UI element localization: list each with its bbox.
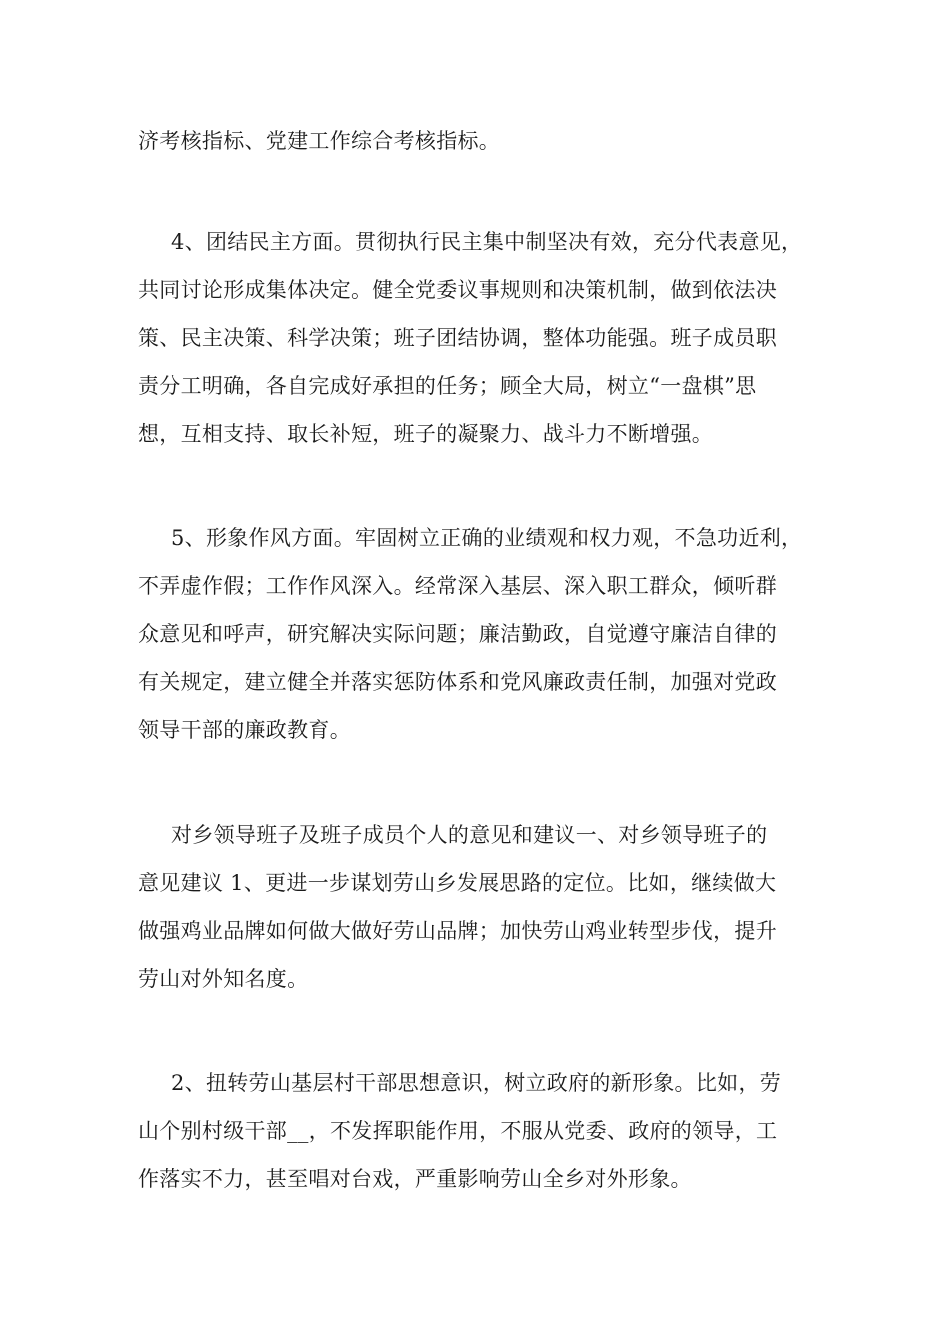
paragraph-continuation bbox=[138, 117, 818, 165]
text-line: 意见建议 1、更进一步谋划劳山乡发展思路的定位。比如，继续做大 bbox=[138, 871, 777, 895]
text-line: 5、形象作风方面。牢固树立正确的业绩观和权力观，不急功近利， bbox=[171, 526, 803, 550]
text-line: 作落实不力，甚至唱对台戏，严重影响劳山全乡对外形象。 bbox=[138, 1167, 692, 1191]
paragraph-opinions-1 bbox=[138, 811, 818, 1003]
text-line: 劳山对外知名度。 bbox=[138, 967, 309, 991]
text-line: 山个别村级干部__，不发挥职能作用，不服从党委、政府的领导，工 bbox=[138, 1119, 778, 1143]
text-line: 责分工明确，各自完成好承担的任务；顾全大局，树立“一盘棋”思 bbox=[138, 374, 757, 398]
text-line: 对乡领导班子及班子成员个人的意见和建议一、对乡领导班子的 bbox=[171, 823, 768, 847]
paragraph-image-style bbox=[138, 514, 818, 754]
text-line: 众意见和呼声，研究解决实际问题；廉洁勤政，自觉遵守廉洁自律的 bbox=[138, 622, 777, 646]
text-line: 不弄虚作假；工作作风深入。经常深入基层、深入职工群众，倾听群 bbox=[138, 574, 777, 598]
text-line: 济考核指标、党建工作综合考核指标。 bbox=[138, 129, 501, 153]
paragraph-unity-democracy bbox=[138, 218, 818, 458]
text-line: 有关规定，建立健全并落实惩防体系和党风廉政责任制，加强对党政 bbox=[138, 670, 777, 694]
text-line: 4、团结民主方面。贯彻执行民主集中制坚决有效，充分代表意见， bbox=[171, 230, 803, 254]
text-line: 领导干部的廉政教育。 bbox=[138, 718, 351, 742]
text-line: 想，互相支持、取长补短，班子的凝聚力、战斗力不断增强。 bbox=[138, 422, 714, 446]
text-line: 共同讨论形成集体决定。健全党委议事规则和决策机制，做到依法决 bbox=[138, 278, 777, 302]
text-line: 2、扭转劳山基层村干部思想意识，树立政府的新形象。比如，劳 bbox=[171, 1071, 782, 1095]
paragraph-opinions-2 bbox=[138, 1059, 818, 1203]
text-line: 策、民主决策、科学决策；班子团结协调，整体功能强。班子成员职 bbox=[138, 326, 777, 350]
text-line: 做强鸡业品牌如何做大做好劳山品牌；加快劳山鸡业转型步伐，提升 bbox=[138, 919, 777, 943]
